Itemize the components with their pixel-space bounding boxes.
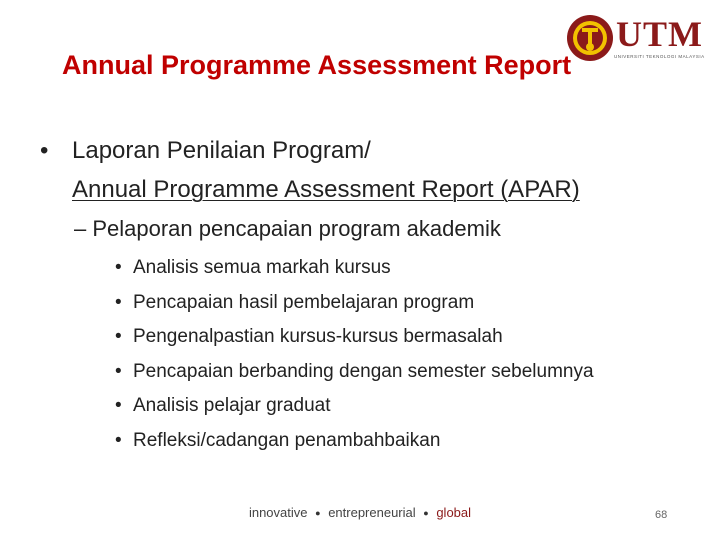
utm-logo: [566, 14, 706, 70]
bullet-marker: •: [115, 291, 122, 313]
utm-wordmark: UTM: [616, 14, 703, 54]
main-bullet-line1: Laporan Penilaian Program/: [72, 137, 371, 164]
utm-subtext: UNIVERSITI TEKNOLOGI MALAYSIA: [614, 54, 705, 59]
footer-word-entrepreneurial: entrepreneurial: [328, 505, 416, 520]
bullet-marker: •: [115, 326, 122, 347]
bullet-marker: •: [115, 429, 122, 451]
main-bullet-line2-link[interactable]: Annual Programme Assessment Report (APAR): [72, 176, 580, 203]
bullet-marker: •: [40, 137, 49, 164]
slide-title: Annual Programme Assessment Report: [62, 50, 572, 80]
bullet-marker: •: [115, 360, 122, 382]
page-number: 68: [655, 509, 668, 521]
utm-seal-icon: [566, 14, 614, 62]
slide: Annual Programme Assessment Report UTM UNIVERSITI TEKNOLOGI MALAYSIA • Laporan Penilaian Program/ Annual Programme Assessment Report (APAR) – Pelaporan pencapaian program akademik • Analisis semua markah kursus • Pencapaian hasil pembelajaran program • Pengenalpastian kursus-kursus bermasalah • Pencapaian berbanding dengan semester sebelumnya • Analisis pelajar graduat • Refleksi/cadangan penambahbaikan innovative ● entrepreneurial ● global 68: [0, 0, 720, 540]
footer-tagline: [0, 505, 720, 520]
footer-word-innovative: innovative: [248, 505, 308, 520]
bullet-marker: •: [115, 395, 122, 416]
footer-separator: ●: [315, 508, 321, 518]
footer-separator: ●: [423, 508, 429, 518]
sub-bullet: – Pelaporan pencapaian program akademik: [74, 216, 501, 241]
footer-word-global: global: [436, 505, 472, 520]
bullet-marker: •: [115, 257, 122, 278]
